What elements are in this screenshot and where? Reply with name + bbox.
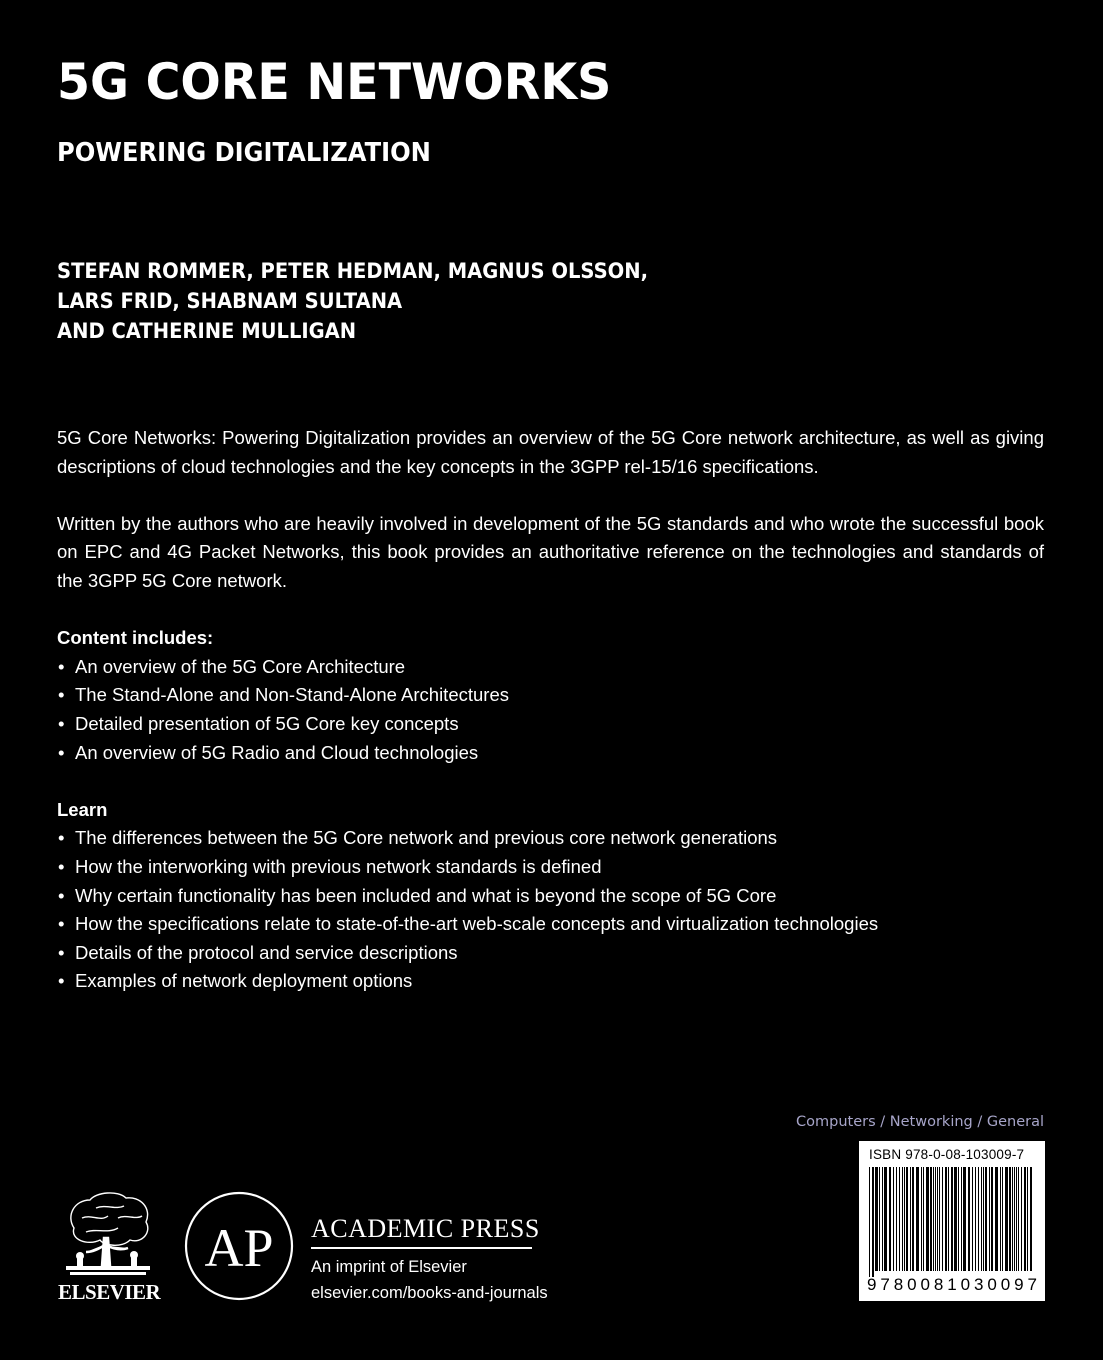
list-item: • Detailed presentation of 5G Core key concepts (57, 710, 1044, 739)
book-title: 5G CORE NETWORKS (57, 53, 612, 111)
blurb (57, 424, 1044, 1024)
author-line: AND CATHERINE MULLIGAN (57, 319, 357, 343)
imprint-line: An imprint of Elsevier (311, 1258, 467, 1276)
list-item: • The differences between the 5G Core network and previous core network generations (57, 824, 1044, 853)
elsevier-tree-icon (56, 1188, 160, 1280)
list-item: • An overview of the 5G Core Architecture (57, 653, 1044, 682)
barcode-digit: 9 (867, 1275, 877, 1294)
bullet-icon: • (58, 712, 65, 734)
svg-text:AP: AP (204, 1218, 274, 1278)
isbn-label: ISBN 978-0-08-103009-7 (869, 1147, 1025, 1162)
blurb-paragraph: Written by the authors who are heavily involved in development of the 5G standards and who wrote the successful book on EPC and 4G Packet Networks, this book provides an authoritative reference on the technologies and standards of the 3GPP 5G Core network. (57, 512, 1044, 591)
barcode-digit: 7 (880, 1275, 890, 1294)
barcode-digit: 0 (987, 1275, 997, 1294)
elsevier-wordmark: ELSEVIER (58, 1280, 161, 1304)
book-subtitle: POWERING DIGITALIZATION (57, 138, 431, 168)
author-line: LARS FRID, SHABNAM SULTANA (57, 289, 403, 313)
barcode-digit: 8 (933, 1275, 944, 1294)
barcode-digit: 3 (974, 1275, 984, 1294)
imprint-name: ACADEMIC PRESS (311, 1214, 540, 1243)
list-item: • Why certain functionality has been included and what is beyond the scope of 5G Core (57, 882, 1044, 911)
barcode-digit: 0 (920, 1275, 930, 1294)
bullet-icon: • (58, 655, 65, 677)
learn-heading: Learn (57, 798, 108, 820)
content-list (57, 653, 1044, 767)
list-item: • Details of the protocol and service descriptions (57, 939, 1044, 968)
bullet-icon: • (58, 913, 65, 935)
bullet-icon: • (58, 941, 65, 963)
bullet-icon: • (58, 827, 65, 849)
publisher-url[interactable]: elsevier.com/books-and-journals (311, 1284, 548, 1302)
bullet-icon: • (58, 855, 65, 877)
subject-category: Computers / Networking / General (796, 1114, 1044, 1130)
imprint-divider (311, 1247, 532, 1249)
blurb-paragraph: 5G Core Networks: Powering Digitalization provides an overview of the 5G Core network architecture, as well as giving descriptions of cloud technologies and the key concepts in the 3GPP rel-15/16 specifications. (57, 427, 1044, 477)
author-list (57, 256, 648, 346)
content-heading: Content includes: (57, 627, 214, 649)
bullet-icon: • (58, 684, 65, 706)
barcode-digit: 0 (1000, 1275, 1011, 1294)
learn-list (57, 824, 1044, 996)
barcode-digit: 0 (960, 1275, 971, 1294)
bullet-icon: • (58, 884, 65, 906)
list-item: • How the specifications relate to state-of-the-art web-scale concepts and virtualization technologies (57, 910, 1044, 939)
bullet-icon: • (58, 970, 65, 992)
barcode-digit: 0 (907, 1275, 917, 1294)
list-item: • An overview of 5G Radio and Cloud technologies (57, 739, 1044, 768)
list-item: • How the interworking with previous network standards is defined (57, 853, 1044, 882)
isbn-barcode (859, 1141, 1045, 1301)
barcode-icon (869, 1167, 1035, 1277)
list-item: • Examples of network deployment options (57, 967, 1044, 996)
barcode-digits (867, 1275, 1037, 1295)
bullet-icon: • (58, 741, 65, 763)
barcode-digit: 1 (947, 1275, 957, 1294)
academic-press-logo (183, 1190, 295, 1302)
barcode-digit: 8 (893, 1275, 904, 1294)
list-item: • The Stand-Alone and Non-Stand-Alone Architectures (57, 681, 1044, 710)
barcode-digit: 7 (1027, 1275, 1037, 1294)
barcode-digit: 9 (1014, 1275, 1024, 1294)
author-line: STEFAN ROMMER, PETER HEDMAN, MAGNUS OLSSON, (57, 259, 649, 283)
